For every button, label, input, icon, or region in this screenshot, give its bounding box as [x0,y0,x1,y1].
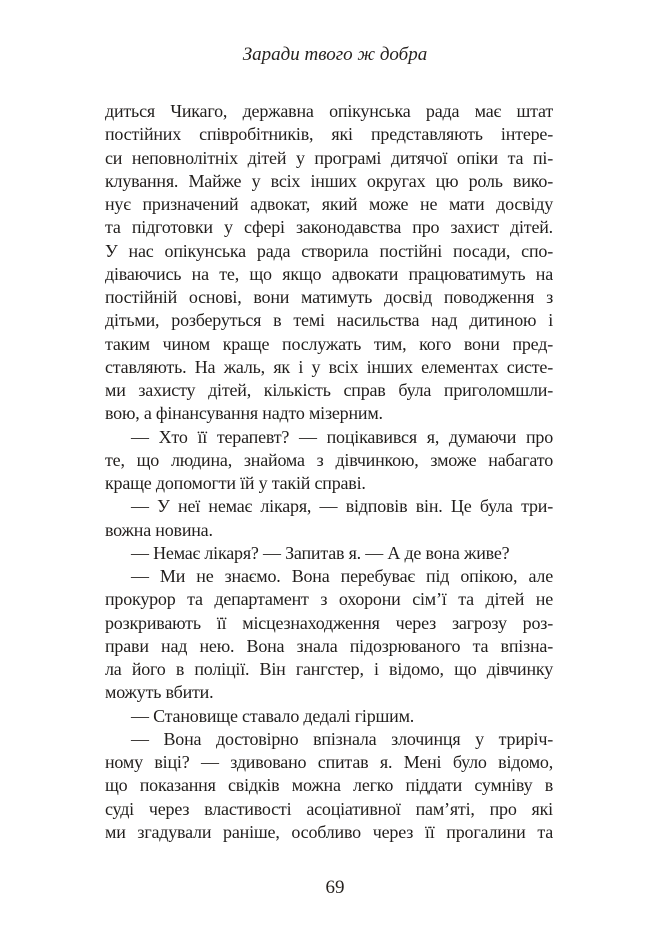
text-line: — У неї немає лікаря, — відповів він. Це була три- [131,496,553,517]
text-line: вою, а фінансування надто мізерним. [105,403,383,424]
text-line: — Немає лікаря? — Запитав я. — А де вона живе? [131,542,510,563]
paragraph [105,565,553,705]
text-line: диться Чикаго, державна опікунська рада має штат [105,101,553,121]
text-line: нує призначений адвокат, який може не мати досвіду [105,194,553,214]
text-line: суді через властивості асоціативної пам’яті, про які [105,798,553,819]
text-line: краще допомогти їй у такій справі. [105,473,366,493]
text-line: ми захисту дітей, кількість справ була приголомшли- [105,380,553,400]
text-line: ми згадували раніше, особливо через її прогалини та [105,821,553,842]
text-line: та підготовки у сфері законодавства про захист дітей. [105,217,553,238]
text-line: ла його в поліції. Він гангстер, і відомо, що дівчинку [105,659,553,679]
text-line: постійній основі, вони матимуть досвід поводження з [105,287,553,307]
text-line: си неповнолітніх дітей у програмі дитячої опіки та пі- [105,147,553,168]
text-line: те, що людина, знайома з дівчинкою, зможе набагато [105,449,553,470]
text-line: можуть вбити. [105,682,214,703]
text-line: — Становище ставало дедалі гіршим. [131,705,415,726]
text-line: діваючись на те, що якщо адвокати працюватимуть на [105,263,553,284]
text-line: У нас опікунська рада створила постійні посади, спо- [105,240,553,261]
text-line: постійних співробітників, які представляють інтере- [105,124,553,145]
paragraph [105,495,553,542]
text-line: дітьми, розберуться в темі насильства над дитиною і [105,310,553,331]
paragraph [105,100,553,426]
text-line: — Вона достовірно впізнала злочинця у триріч- [131,728,553,749]
text-line: таким чином краще послужать тим, кого вони пред- [105,333,553,354]
text-line: що показання свідків можна легко піддати сумніву в [105,775,553,796]
page-number: 69 [325,877,345,898]
paragraph [105,705,553,728]
paragraph [105,542,553,565]
text-line: — Хто її терапевт? — поцікавився я, думаючи про [131,426,553,447]
text-line: ставляють. На жаль, як і у всіх інших елементах систе- [105,356,553,377]
running-header: Заради твого ж добра [242,44,428,65]
text-line: клування. Майже у всіх інших округах цю роль вико- [105,170,553,191]
paragraph [105,728,553,844]
text-line: — Ми не знаємо. Вона перебуває під опікою, але [131,566,553,586]
text-line: прави над нею. Вона знала підозрюваного та впізна- [105,635,553,656]
paragraph [105,426,553,496]
text-line: вожна новина. [105,519,213,540]
text-line: розкривають її місцезнаходження через загрозу роз- [105,612,553,633]
body-text [105,100,553,844]
text-line: прокурор та департамент з охорони сім’ї та дітей не [105,589,553,610]
text-line: ному віці? — здивовано спитав я. Мені було відомо, [105,752,553,772]
